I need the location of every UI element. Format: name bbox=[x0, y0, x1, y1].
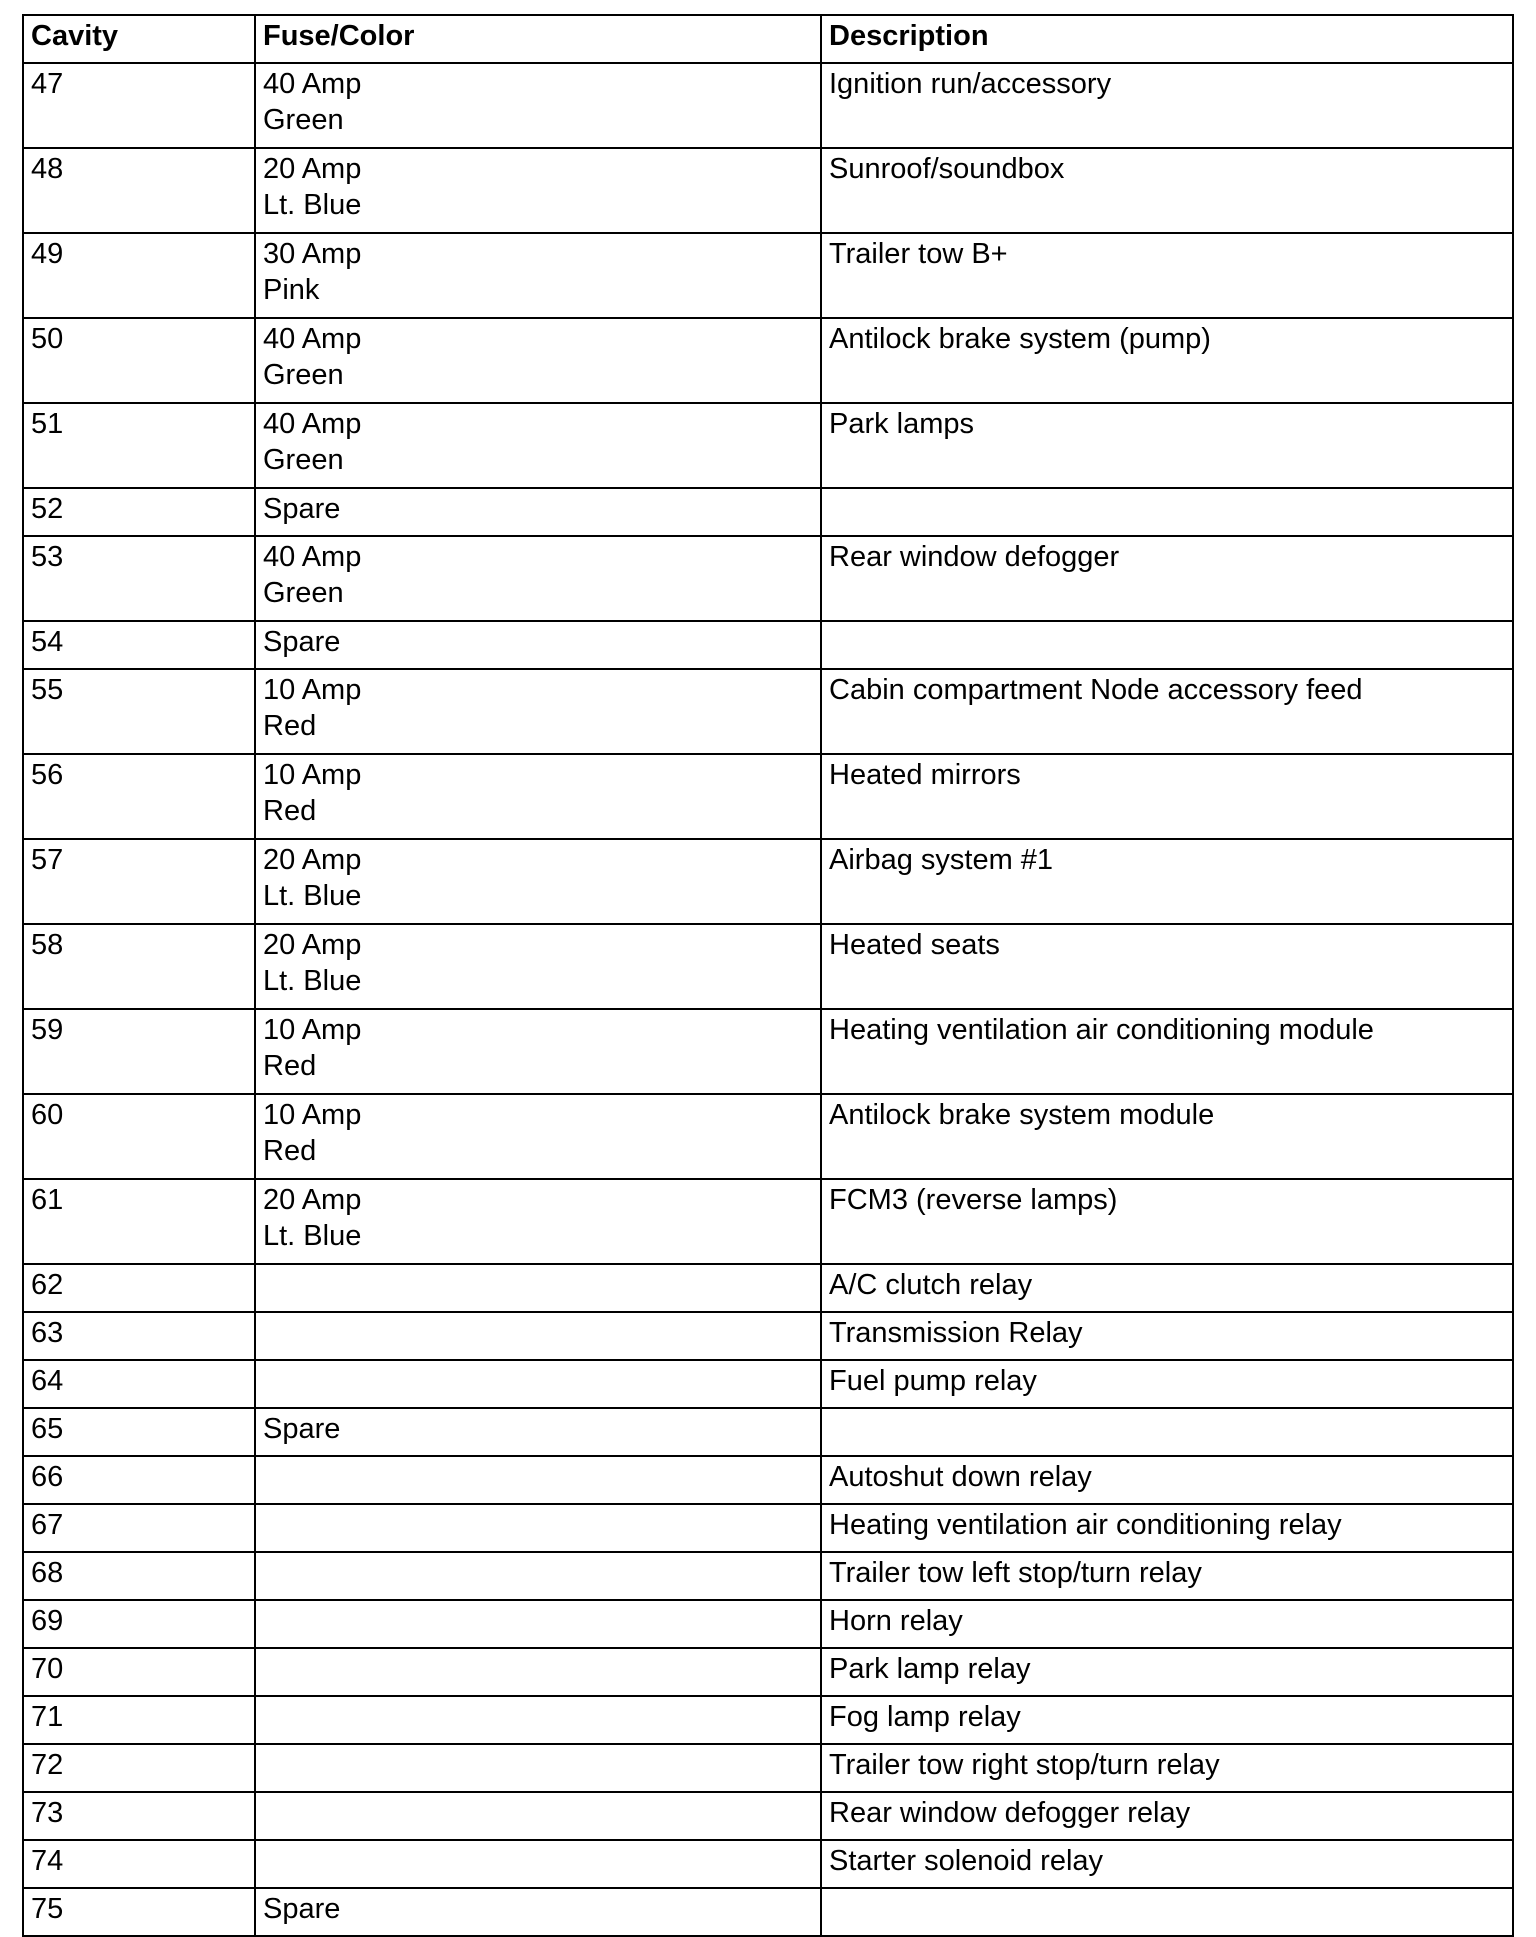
table-row bbox=[23, 1600, 1513, 1648]
fuse-rating: Spare bbox=[263, 1413, 341, 1445]
table-row bbox=[23, 1360, 1513, 1408]
table-row bbox=[23, 1792, 1513, 1840]
description-cell: Antilock brake system (pump) bbox=[821, 318, 1513, 403]
fuse-color-cell bbox=[255, 924, 821, 1009]
fuse-color-cell bbox=[255, 1552, 821, 1600]
fuse-color-cell bbox=[255, 1696, 821, 1744]
cavity-cell: 47 bbox=[23, 63, 255, 148]
fuse-table bbox=[22, 14, 1514, 1937]
description-cell: Heating ventilation air conditioning module bbox=[821, 1009, 1513, 1094]
table-row bbox=[23, 1179, 1513, 1264]
table-row bbox=[23, 488, 1513, 536]
table-row bbox=[23, 1456, 1513, 1504]
fuse-color-cell bbox=[255, 1264, 821, 1312]
fuse-color: Red bbox=[263, 710, 317, 742]
table-row bbox=[23, 403, 1513, 488]
cavity-cell: 63 bbox=[23, 1312, 255, 1360]
cavity-cell: 55 bbox=[23, 669, 255, 754]
description-cell: A/C clutch relay bbox=[821, 1264, 1513, 1312]
table-row bbox=[23, 1094, 1513, 1179]
description-cell: FCM3 (reverse lamps) bbox=[821, 1179, 1513, 1264]
description-cell: Cabin compartment Node accessory feed bbox=[821, 669, 1513, 754]
fuse-color: Red bbox=[263, 1050, 317, 1082]
fuse-color-cell bbox=[255, 1094, 821, 1179]
cavity-cell: 67 bbox=[23, 1504, 255, 1552]
description-cell: Transmission Relay bbox=[821, 1312, 1513, 1360]
fuse-rating: 40 Amp bbox=[263, 541, 362, 573]
cavity-cell: 60 bbox=[23, 1094, 255, 1179]
description-cell: Horn relay bbox=[821, 1600, 1513, 1648]
fuse-color: Red bbox=[263, 1135, 317, 1167]
description-cell bbox=[821, 1888, 1513, 1936]
cavity-cell: 75 bbox=[23, 1888, 255, 1936]
description-cell: Trailer tow right stop/turn relay bbox=[821, 1744, 1513, 1792]
table-row bbox=[23, 924, 1513, 1009]
cavity-cell: 74 bbox=[23, 1840, 255, 1888]
header-description: Description bbox=[821, 15, 1513, 63]
cavity-cell: 62 bbox=[23, 1264, 255, 1312]
cavity-cell: 48 bbox=[23, 148, 255, 233]
fuse-rating: 20 Amp bbox=[263, 929, 362, 961]
description-cell: Ignition run/accessory bbox=[821, 63, 1513, 148]
header-cavity: Cavity bbox=[23, 15, 255, 63]
table-row bbox=[23, 63, 1513, 148]
description-cell bbox=[821, 621, 1513, 669]
fuse-color-cell bbox=[255, 1648, 821, 1696]
fuse-rating: 10 Amp bbox=[263, 1014, 362, 1046]
description-cell: Autoshut down relay bbox=[821, 1456, 1513, 1504]
table-row bbox=[23, 1408, 1513, 1456]
fuse-color-cell bbox=[255, 621, 821, 669]
fuse-color: Pink bbox=[263, 274, 320, 306]
cavity-cell: 58 bbox=[23, 924, 255, 1009]
fuse-color: Red bbox=[263, 795, 317, 827]
cavity-cell: 52 bbox=[23, 488, 255, 536]
cavity-cell: 50 bbox=[23, 318, 255, 403]
fuse-rating: Spare bbox=[263, 493, 341, 525]
table-row bbox=[23, 669, 1513, 754]
cavity-cell: 64 bbox=[23, 1360, 255, 1408]
table-row bbox=[23, 1504, 1513, 1552]
table-row bbox=[23, 1840, 1513, 1888]
description-cell: Fuel pump relay bbox=[821, 1360, 1513, 1408]
table-header-row bbox=[23, 15, 1513, 63]
description-cell: Trailer tow B+ bbox=[821, 233, 1513, 318]
fuse-color: Green bbox=[263, 577, 344, 609]
fuse-color: Lt. Blue bbox=[263, 880, 362, 912]
fuse-color-cell bbox=[255, 1744, 821, 1792]
description-cell: Starter solenoid relay bbox=[821, 1840, 1513, 1888]
description-cell: Park lamps bbox=[821, 403, 1513, 488]
description-cell: Rear window defogger relay bbox=[821, 1792, 1513, 1840]
description-cell: Airbag system #1 bbox=[821, 839, 1513, 924]
table-row bbox=[23, 318, 1513, 403]
description-cell: Trailer tow left stop/turn relay bbox=[821, 1552, 1513, 1600]
table-row bbox=[23, 536, 1513, 621]
fuse-rating: 10 Amp bbox=[263, 759, 362, 791]
fuse-color-cell bbox=[255, 1179, 821, 1264]
cavity-cell: 57 bbox=[23, 839, 255, 924]
description-cell bbox=[821, 488, 1513, 536]
cavity-cell: 65 bbox=[23, 1408, 255, 1456]
fuse-color-cell bbox=[255, 1504, 821, 1552]
fuse-color-cell bbox=[255, 1408, 821, 1456]
description-cell: Heated mirrors bbox=[821, 754, 1513, 839]
cavity-cell: 51 bbox=[23, 403, 255, 488]
cavity-cell: 49 bbox=[23, 233, 255, 318]
description-cell: Heating ventilation air conditioning relay bbox=[821, 1504, 1513, 1552]
cavity-cell: 73 bbox=[23, 1792, 255, 1840]
header-fuse-color: Fuse/Color bbox=[255, 15, 821, 63]
fuse-rating: 40 Amp bbox=[263, 408, 362, 440]
fuse-color-cell bbox=[255, 536, 821, 621]
table-row bbox=[23, 1552, 1513, 1600]
fuse-color-cell bbox=[255, 148, 821, 233]
table-row bbox=[23, 1648, 1513, 1696]
description-cell: Heated seats bbox=[821, 924, 1513, 1009]
fuse-color-cell bbox=[255, 839, 821, 924]
table-row bbox=[23, 233, 1513, 318]
fuse-color-cell bbox=[255, 403, 821, 488]
table-row bbox=[23, 1264, 1513, 1312]
fuse-color-cell bbox=[255, 1888, 821, 1936]
cavity-cell: 69 bbox=[23, 1600, 255, 1648]
fuse-color: Green bbox=[263, 104, 344, 136]
fuse-color: Green bbox=[263, 444, 344, 476]
table-row bbox=[23, 1696, 1513, 1744]
fuse-color-cell bbox=[255, 1009, 821, 1094]
fuse-rating: Spare bbox=[263, 626, 341, 658]
fuse-color-cell bbox=[255, 1792, 821, 1840]
cavity-cell: 54 bbox=[23, 621, 255, 669]
fuse-color-cell bbox=[255, 488, 821, 536]
fuse-color-cell bbox=[255, 63, 821, 148]
table-row bbox=[23, 1744, 1513, 1792]
fuse-rating: 10 Amp bbox=[263, 1099, 362, 1131]
table-row bbox=[23, 621, 1513, 669]
fuse-rating: 10 Amp bbox=[263, 674, 362, 706]
fuse-color-cell bbox=[255, 318, 821, 403]
cavity-cell: 70 bbox=[23, 1648, 255, 1696]
cavity-cell: 66 bbox=[23, 1456, 255, 1504]
fuse-color-cell bbox=[255, 1312, 821, 1360]
cavity-cell: 71 bbox=[23, 1696, 255, 1744]
cavity-cell: 53 bbox=[23, 536, 255, 621]
table-body bbox=[23, 63, 1513, 1936]
table-row bbox=[23, 839, 1513, 924]
cavity-cell: 59 bbox=[23, 1009, 255, 1094]
fuse-rating: Spare bbox=[263, 1893, 341, 1925]
fuse-rating: 20 Amp bbox=[263, 153, 362, 185]
fuse-rating: 20 Amp bbox=[263, 1184, 362, 1216]
fuse-color-cell bbox=[255, 1840, 821, 1888]
fuse-rating: 30 Amp bbox=[263, 238, 362, 270]
fuse-color: Lt. Blue bbox=[263, 965, 362, 997]
fuse-color-cell bbox=[255, 1360, 821, 1408]
cavity-cell: 61 bbox=[23, 1179, 255, 1264]
description-cell: Sunroof/soundbox bbox=[821, 148, 1513, 233]
fuse-color-cell bbox=[255, 233, 821, 318]
fuse-color-cell bbox=[255, 754, 821, 839]
fuse-rating: 40 Amp bbox=[263, 68, 362, 100]
cavity-cell: 68 bbox=[23, 1552, 255, 1600]
cavity-cell: 56 bbox=[23, 754, 255, 839]
fuse-color-cell bbox=[255, 1600, 821, 1648]
fuse-rating: 40 Amp bbox=[263, 323, 362, 355]
table-row bbox=[23, 754, 1513, 839]
table-row bbox=[23, 1888, 1513, 1936]
fuse-color: Green bbox=[263, 359, 344, 391]
fuse-table-container bbox=[22, 14, 1512, 1937]
description-cell: Rear window defogger bbox=[821, 536, 1513, 621]
cavity-cell: 72 bbox=[23, 1744, 255, 1792]
description-cell: Park lamp relay bbox=[821, 1648, 1513, 1696]
table-row bbox=[23, 1009, 1513, 1094]
description-cell bbox=[821, 1408, 1513, 1456]
fuse-color-cell bbox=[255, 669, 821, 754]
fuse-rating: 20 Amp bbox=[263, 844, 362, 876]
description-cell: Fog lamp relay bbox=[821, 1696, 1513, 1744]
table-row bbox=[23, 148, 1513, 233]
fuse-color-cell bbox=[255, 1456, 821, 1504]
description-cell: Antilock brake system module bbox=[821, 1094, 1513, 1179]
fuse-color: Lt. Blue bbox=[263, 1220, 362, 1252]
table-row bbox=[23, 1312, 1513, 1360]
fuse-color: Lt. Blue bbox=[263, 189, 362, 221]
